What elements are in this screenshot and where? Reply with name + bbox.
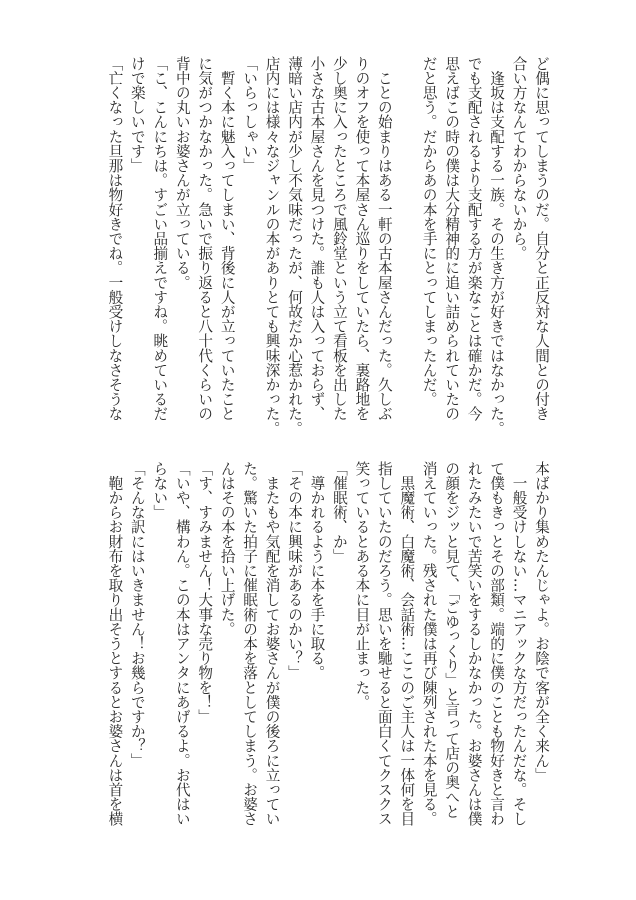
text-line: 店内には様々なジャンルの本がありとても興味深かった。 (263, 56, 281, 436)
text-line: 「その本に興味があるのかい？」 (286, 461, 304, 680)
text-line: の顔をジッと見て、「ごゆっくり」と言って店の奥へと (443, 461, 461, 819)
text-line: 少し奥に入ったところで風鈴堂という立て看板を出した (330, 56, 348, 421)
text-line: 背中の丸いお婆さんが立っている。 (173, 56, 191, 290)
text-block-lower (103, 461, 552, 833)
text-line: 暫く本に魅入ってしまい、背後に人が立っていたこと (218, 56, 236, 421)
text-line: またもや気配を消してお婆さんが僕の後ろに立ってい (263, 461, 281, 826)
text-line: 黒魔術、白魔術、会話術…ここのご主人は一体何を目 (398, 461, 416, 826)
text-line: 逢坂は支配する一族。その生き方が好きではなかった。 (488, 56, 506, 436)
text-line: 一般受けしない…マニアックな方だったんだな。そし (510, 461, 528, 826)
text-line: た。驚いた拍子に催眠術の本を落としてしまう。お婆さ (241, 461, 259, 826)
text-line: 思えばこの時の僕は大分精神的に追い詰められていたの (443, 56, 461, 421)
text-line: 「こ、こんにちは。すごい品揃えですね。眺めているだ (151, 56, 169, 421)
text-line: 指していたのだろう。思いを馳せると面白くてクスクス (375, 461, 393, 826)
text-line: 「そんな訳にはいきません！お幾らですか？」 (128, 461, 146, 768)
text-line: らない」 (151, 461, 169, 520)
text-line: 「いらっしゃい」 (241, 56, 259, 173)
text-line: に気がつかなかった。急いで振り返ると八十代くらいの (196, 56, 214, 421)
text-line: 「亡くなった旦那は物好きでね。一般受けしなさそうな (106, 56, 124, 421)
text-line: けで楽しいです」 (128, 56, 146, 173)
text-line: りのオフを使って本屋さん巡りをしていたら、裏路地を (353, 56, 371, 421)
text-line: 小さな古本屋さんを見つけた。誰も人は入っておらず、 (308, 56, 326, 421)
text-line: 鞄からお財布を取り出そうとするとお婆さんは首を横 (106, 461, 124, 826)
text-block-upper (103, 56, 552, 436)
text-line: 合い方なんてわからないから。 (510, 56, 528, 261)
text-line: 薄暗い店内が少し不気味だったが、何故だか心惹かれた。 (286, 56, 304, 436)
text-line: て僕もきっとその部類。端的に僕のことも物好きと言わ (488, 461, 506, 826)
text-line: 「いや、構わん。この本はアンタにあげるよ。お代はい (173, 461, 191, 826)
text-line: だと思う。だからあの本を手にとってしまったんだ。 (420, 56, 438, 407)
text-line: 本ばかり集めたんじゃよ。お陰で客が全く来ん」 (533, 461, 550, 783)
text-line: 「す、すみません！大事な売り物を！」 (196, 461, 214, 724)
scene-break (395, 56, 417, 428)
text-line: でも支配されるより支配する方が楽なことは確かだ。今 (465, 56, 483, 421)
text-line: んはその本を拾い上げた。 (218, 461, 236, 637)
text-line: 消えていった。残された僕は再び陳列された本を見る。 (420, 461, 438, 826)
text-line: ことの始まりはある一軒の古本屋さんだった。久しぶ (375, 56, 393, 421)
text-line: ど偶に思ってしまうのだ。自分と正反対な人間との付き (533, 56, 550, 421)
text-line: 導かれるように本を手に取る。 (308, 461, 326, 680)
text-line: 「催眠術、か」 (330, 461, 348, 564)
text-line: れたみたいで苦笑いをするしかなかった。お婆さんは僕 (465, 461, 483, 826)
text-line: 笑っているとある本に目が止まった。 (353, 461, 371, 710)
